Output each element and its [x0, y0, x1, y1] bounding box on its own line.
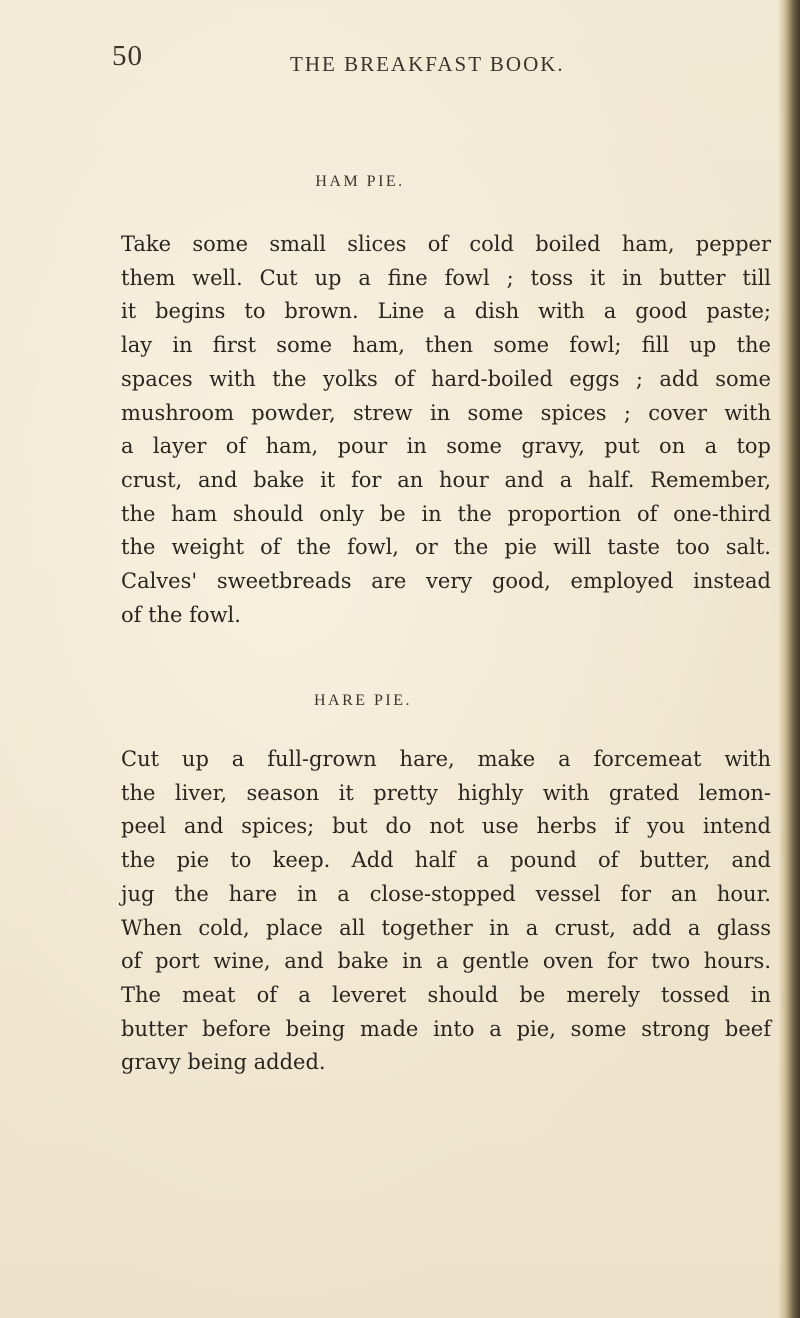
- text-line: jug the hare in a close-stopped vessel for an hour.: [121, 881, 771, 906]
- text-line: them well. Cut up a fine fowl ; toss it in butter till: [121, 265, 771, 290]
- text-line: of port wine, and bake in a gentle oven for two hours.: [121, 949, 771, 974]
- text-line: crust, and bake it for an hour and a half. Remember,: [121, 467, 771, 492]
- text-line: mushroom powder, strew in some spices ; cover with: [121, 400, 771, 425]
- text-line: Take some small slices of cold boiled ham, pepper: [121, 232, 771, 256]
- text-line: of the fowl.: [121, 602, 241, 627]
- text-line: Calves' sweetbreads are very good, employed instead: [121, 569, 771, 594]
- text-line: the ham should only be in the proportion of one-third: [121, 501, 771, 526]
- text-line: When cold, place all together in a crust, add a glass: [121, 915, 771, 940]
- text-line: the liver, season it pretty highly with grated lemon-: [121, 780, 771, 805]
- text-line: peel and spices; but do not use herbs if you intend: [121, 814, 771, 839]
- recipe-text-ham-pie: [121, 228, 771, 632]
- section-heading-hare-pie: HARE PIE.: [313, 692, 413, 709]
- text-line: lay in first some ham, then some fowl; fill up the: [121, 333, 771, 358]
- text-line: it begins to brown. Line a dish with a good paste;: [121, 299, 771, 324]
- section-heading-ham-pie: HAM PIE.: [315, 173, 405, 190]
- page-binding-edge: [778, 0, 800, 1318]
- text-line: a layer of ham, pour in some gravy, put on a top: [121, 434, 771, 459]
- text-line: The meat of a leveret should be merely tossed in: [121, 982, 771, 1007]
- text-line: spaces with the yolks of hard-boiled eggs ; add some: [121, 366, 771, 391]
- text-line: butter before being made into a pie, some strong beef: [121, 1016, 771, 1041]
- recipe-text-hare-pie: [121, 743, 771, 1080]
- text-line: Cut up a full-grown hare, make a forcemeat with: [121, 747, 771, 771]
- text-line: the pie to keep. Add half a pound of butter, and: [121, 848, 771, 873]
- text-line: the weight of the fowl, or the pie will taste too salt.: [121, 535, 771, 560]
- text-line: gravy being added.: [121, 1050, 326, 1075]
- page-number: 50: [112, 40, 143, 72]
- running-title: THE BREAKFAST BOOK.: [290, 52, 565, 76]
